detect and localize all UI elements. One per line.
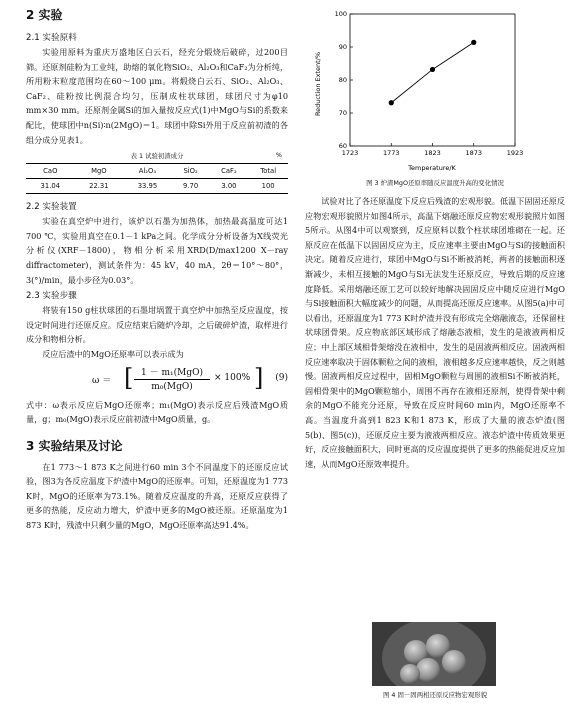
reduction-extent-chart bbox=[305, 6, 565, 174]
y-tick-label: 80 bbox=[338, 76, 347, 85]
table-cell: 33.95 bbox=[123, 179, 172, 194]
y-axis-label: Reduction Extent/% bbox=[314, 51, 322, 117]
equation-number: (9) bbox=[275, 372, 288, 383]
table-header-cell: Al₂O₃ bbox=[123, 164, 172, 179]
y-tick-label: 60 bbox=[338, 142, 347, 151]
plot-frame bbox=[350, 14, 515, 146]
series-line bbox=[391, 42, 474, 102]
table-header-row bbox=[26, 164, 288, 179]
x-tick-label: 1873 bbox=[465, 149, 483, 157]
formula-explanation: 式中：ω表示反应后MgO还原率；m₁(MgO)表示反应后残渣MgO质量，g；m₀(MgO)表示反应前初渣中MgO质量，g。 bbox=[26, 399, 288, 425]
section-2-2-heading: 2.2 实验装置 bbox=[26, 202, 77, 213]
x-tick-label: 1923 bbox=[506, 149, 524, 157]
table-cell: 3.00 bbox=[210, 179, 249, 194]
table-header-cell: Total bbox=[248, 164, 288, 179]
table-cell: 31.04 bbox=[26, 179, 75, 194]
section-3-text: 在1 773～1 873 K之间进行60 min 3个不同温度下的还原反应试验，图3为各反应温度下炉渣中MgO的还原率。可知，还原温度为1 773 K时，MgO的还原率为73.1%。随着反应温度的升高，还原反应获得了更多的热能，反应动力增大，炉渣中更多的MgO被还原。还原温度为1 873 K时，残渣中只剩少量的MgO，MgO还原率高达91.4%。 bbox=[26, 461, 288, 531]
figure-3-caption: 图 3 炉渣MgO还原率随反应温度升高的变化情况 bbox=[366, 179, 504, 187]
y-tick-label: 70 bbox=[338, 109, 347, 118]
formula-denominator: m₀(MgO) bbox=[151, 381, 193, 392]
table-header-cell: MgO bbox=[75, 164, 124, 179]
y-tick-label: 90 bbox=[338, 43, 347, 52]
left-column bbox=[26, 0, 288, 533]
table-header-cell: CaO bbox=[26, 164, 75, 179]
data-point bbox=[471, 40, 476, 45]
table-1-unit: % bbox=[275, 151, 282, 160]
table-cell: 22.31 bbox=[75, 179, 124, 194]
section-2-3-text: 将装有150 g柱状球团的石墨坩埚置于真空炉中加热至反应温度，按设定时间进行还原反应。反应结束后随炉冷却，之后破碎炉渣，取样进行成分和物相分析。 bbox=[26, 305, 288, 345]
x-tick-label: 1773 bbox=[382, 149, 400, 157]
figure-4-photo bbox=[372, 622, 496, 686]
section-3-heading: 3 实验结果及讨论 bbox=[26, 438, 123, 453]
pellet-photo-graphic bbox=[372, 622, 496, 686]
formula-numerator: 1 － m₁(MgO) bbox=[141, 367, 203, 378]
plot-area bbox=[335, 10, 524, 157]
section-2-heading: 2 实验 bbox=[26, 8, 63, 22]
data-point bbox=[389, 100, 394, 105]
figure-4-caption: 图 4 固－固两相还原反应物宏观形貌 bbox=[383, 691, 487, 699]
discussion-text: 试验对比了各还原温度下反应后残渣的宏观形貌。低温下固固还原反应物宏观形貌照片如图4所示，高温下熔融还原反应物宏观形貌照片如图5所示。从图4中可以观察到，反应原料以数个柱状球团堆砌在一起。还原反应在低温下以固固反应为主，反应速率主要由MgO与Si的接触面积决定。随着反应进行，球团中MgO与Si不断被消耗，两者的接触面积逐渐减少，未相互接触的MgO与Si无法发生还原反应，导致后期的反应速度降低。采用熔融还原工艺可以较好地解决固固反应中随反应进行MgO与Si接触面积大幅度减少的问题，从而提高还原反应速率。从图5(a)中可以看出，还原温度为1 773 K时炉渣并没有形成完全熔融液态，还保留柱状球团骨架。反应物底部区域形成了熔融态液相，发生的是液液两相反应；中上部区域相骨架熔没在液相中，发生的是固液两相反应。固液两相反应速率取决于固体颗粒之间的液相，液相越多反应速率越快，反之则越慢。固液两相反应过程中，固相MgO颗粒与周围的液相Si不断被消耗，固相骨架中的MgO颗粒缩小，周围不再存在液相还原剂，使得骨架中剩余的MgO不能充分还原，导致在反应时间60 min内，MgO还原率不高。当温度升高到1 823 K和1 873 K，形成了大量的液态炉渣(图5(b)、图5(c))，还原反应主要为液液两相反应。液态炉渣中传质效果更好，反应接触面积大，同时更高的反应温度提供了更多的热能促进反应加速，从而MgO还原效率提升。 bbox=[305, 196, 565, 469]
x-tick-label: 1723 bbox=[341, 149, 359, 157]
section-2-2-text: 实验在真空炉中进行，该炉以石墨为加热体，加热最高温度可达1 700 ℃，实验用真空在0.1－1 kPa之间。化学成分分析设备为X线荧光分析仪(XRF－1800)，物相分析采用XRD(D/max1200 X－ray diffractometer)，测试条件为：45 kV，40 mA，2θ＝10°～80°，3(°)/min，最小步径为0.03°。 bbox=[26, 216, 288, 285]
section-2-1-text: 实验用原料为重庆万盛地区白云石，经充分煅烧后破碎，过200目筛。还原剂硅粉为工业纯，助熔的氧化物SiO₂、Al₂O₃和CaF₂为分析纯，所用粉末粒度范围均在60～100 μm。将煅烧白云石、SiO₂、Al₂O₃、CaF₂、硅粉按比例混合均匀，压制成柱状球团，球团尺寸为φ10 mm×30 mm。还原剂金属Si的加入量按反应式(1)中MgO与Si的系数来配比，使球团中n(Si)∶n(2MgO)＝1。球团中除Si外用于反应前初渣的各组分成分见表1。 bbox=[26, 47, 288, 145]
x-tick-label: 1823 bbox=[424, 149, 441, 157]
table-row bbox=[26, 179, 288, 194]
data-point bbox=[430, 67, 435, 72]
formula-intro: 反应后渣中的MgO还原率可以表示成为 bbox=[42, 348, 184, 359]
table-cell: 9.70 bbox=[172, 179, 210, 194]
table-header-cell: SiO₂ bbox=[172, 164, 210, 179]
table-1-caption: 表 1 试验初渣成分 bbox=[130, 152, 184, 161]
x-axis-label: Temperature/K bbox=[408, 164, 456, 172]
equation-9: ω ＝ [ 1 － m₁(MgO) m₀(MgO) × 100% ] (9) bbox=[92, 363, 288, 392]
section-2-3-heading: 2.3 实验步骤 bbox=[26, 291, 77, 302]
formula-multiplier: × 100% bbox=[214, 372, 251, 383]
formula-lhs: ω ＝ bbox=[92, 375, 112, 386]
table-cell: 100 bbox=[248, 179, 288, 194]
y-tick-label: 100 bbox=[334, 10, 347, 19]
section-2-1-heading: 2.1 实验原料 bbox=[26, 33, 77, 43]
table-1 bbox=[26, 163, 288, 194]
table-header-cell: CaF₂ bbox=[210, 164, 249, 179]
